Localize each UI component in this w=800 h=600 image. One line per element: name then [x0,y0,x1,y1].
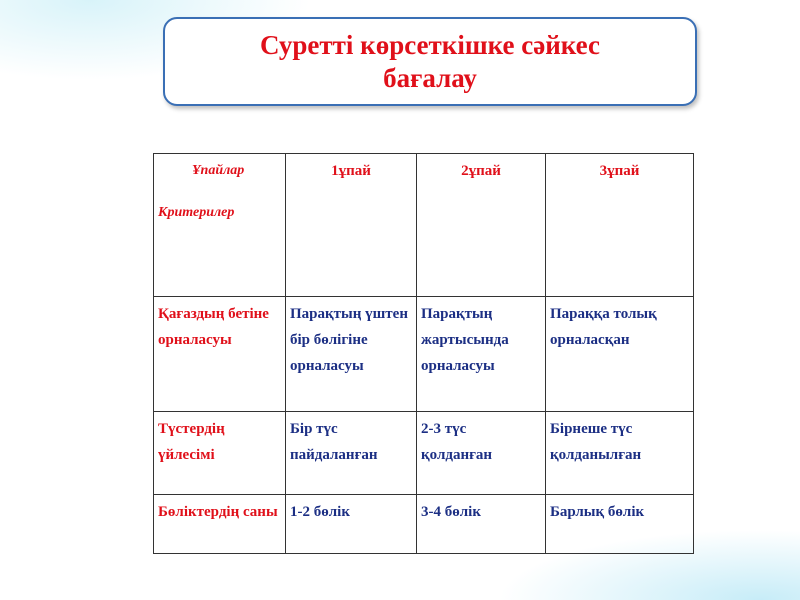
table-row [154,297,694,412]
title-box [163,17,697,106]
criterion-cell: Бөліктердің саны [154,495,286,554]
criteria-label: Критерилер [158,205,235,220]
table-cell: 3-4 бөлік [417,495,546,554]
table-cell: Бір түс пайдаланған [286,412,417,495]
column-header: 3ұпай [546,154,694,297]
table-cell: Бірнеше түс қолданылған [546,412,694,495]
table-row [154,412,694,495]
table-cell: Параққа толық орналасқан [546,297,694,412]
page-title: Суретті көрсеткішке сәйкес бағалау [260,29,600,93]
corner-cell [154,154,286,297]
table-cell: Барлық бөлік [546,495,694,554]
table-cell: Парақтың жартысында орналасуы [417,297,546,412]
criterion-cell: Қағаздың бетіне орналасуы [154,297,286,412]
table-row [154,495,694,554]
criterion-cell: Түстердің үйлесімі [154,412,286,495]
column-header: 1ұпай [286,154,417,297]
column-header: 2ұпай [417,154,546,297]
points-label: Ұпайлар [192,163,245,178]
table-cell: Парақтың үштен бір бөлігіне орналасуы [286,297,417,412]
assessment-table [153,153,694,554]
table-header-row [154,154,694,297]
table-cell: 1-2 бөлік [286,495,417,554]
table-cell: 2-3 түс қолданған [417,412,546,495]
